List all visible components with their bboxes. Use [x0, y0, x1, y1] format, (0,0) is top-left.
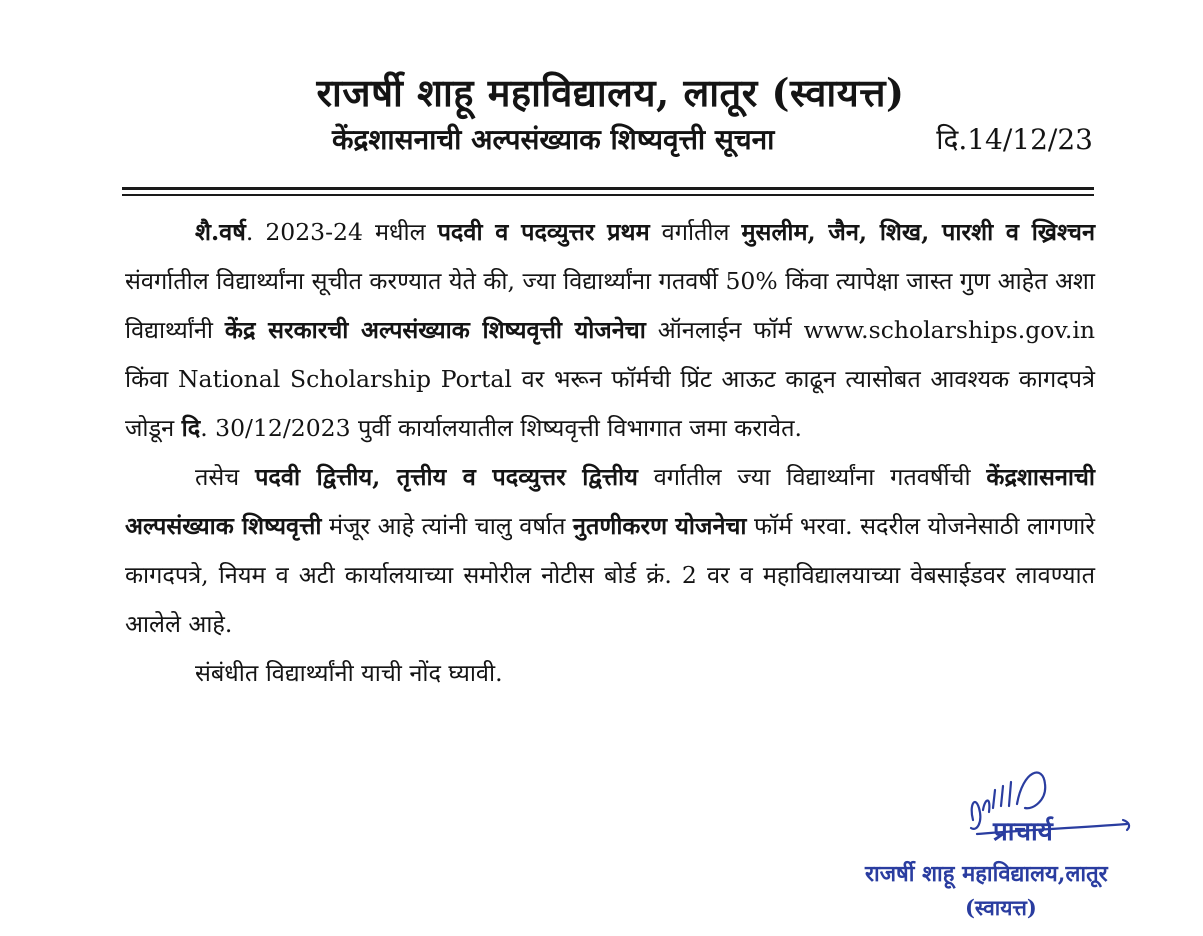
- text: वर्गातील: [649, 218, 742, 246]
- text: ऑनलाईन फॉर्म www.scholarships.gov.in किंवा National Scholarship Portal वर भरून फॉर्मची प्रिंट आऊट काढून त्यासोबत आवश्यक कागदपत्रे जोडून: [125, 316, 1095, 442]
- header-rule-thick: [122, 187, 1094, 190]
- college-title: राजर्षी शाहू महाविद्यालय, लातूर (स्वायत्त): [316, 70, 905, 115]
- paragraph-1: [125, 208, 1095, 453]
- text: . 2023-24 मधील: [245, 218, 438, 246]
- notice-body: [125, 208, 1095, 698]
- stamp-college-name: राजर्षी शाहू महाविद्यालय,लातूर: [865, 861, 1108, 887]
- notice-subject: केंद्रशासनाची अल्पसंख्याक शिष्यवृत्ती सूचना: [332, 123, 775, 156]
- text-bold: केंद्रशासनाची अल्पसंख्याक शिष्यवृत्ती: [125, 463, 1096, 540]
- principal-designation: प्राचार्य: [993, 817, 1053, 847]
- paragraph-3: संबंधीत विद्यार्थ्यांनी याची नोंद घ्यावी.: [195, 659, 503, 687]
- text: फॉर्म भरवा. सदरील योजनेसाठी लागणारे कागदपत्रे, नियम व अटी कार्यालयाच्या समोरील नोटीस बोर्ड क्रं. 2 वर व महाविद्यालयाच्या वेबसाईडवर लावण्यात आलेले आहे.: [125, 512, 1095, 638]
- text: मंजूर आहे त्यांनी चालु वर्षात: [321, 512, 573, 540]
- text-bold: नुतणीकरण योजनेचा: [572, 512, 747, 540]
- text-bold: दि: [181, 414, 201, 442]
- text-bold: मुसलीम, जैन, शिख, पारशी व ख्रिश्चन: [741, 218, 1096, 246]
- paragraph-2: [125, 453, 1095, 649]
- header-rule-thin: [122, 194, 1094, 196]
- text-bold: पदवी व पदव्युत्तर प्रथम: [437, 218, 650, 246]
- stamp-autonomous: (स्वायत्त): [965, 895, 1037, 920]
- text: तसेच: [195, 463, 256, 491]
- subtitle-row: [0, 120, 1203, 160]
- text: . 30/12/2023 पुर्वी कार्यालयातील शिष्यवृत्ती विभागात जमा करावेत.: [200, 414, 802, 442]
- text: संवर्गातील विद्यार्थ्यांना सूचीत करण्यात येते की, ज्या विद्यार्थ्यांना गतवर्षी 50% किंवा त्यापेक्षा जास्त गुण आहेत अशा विद्यार्थ्यांनी: [125, 267, 1095, 344]
- text-bold: पदवी द्वित्तीय, तृत्तीय व पदव्युत्तर द्वित्तीय: [255, 463, 638, 491]
- text-bold: केंद्र सरकारची अल्पसंख्याक शिष्यवृत्ती योजनेचा: [224, 316, 646, 344]
- text-bold: शै.वर्ष: [195, 218, 246, 246]
- notice-date: दि.14/12/23: [936, 123, 1093, 156]
- text: वर्गातील ज्या विद्यार्थ्यांना गतवर्षीची: [637, 463, 987, 491]
- principal-signature-block: [865, 750, 1155, 930]
